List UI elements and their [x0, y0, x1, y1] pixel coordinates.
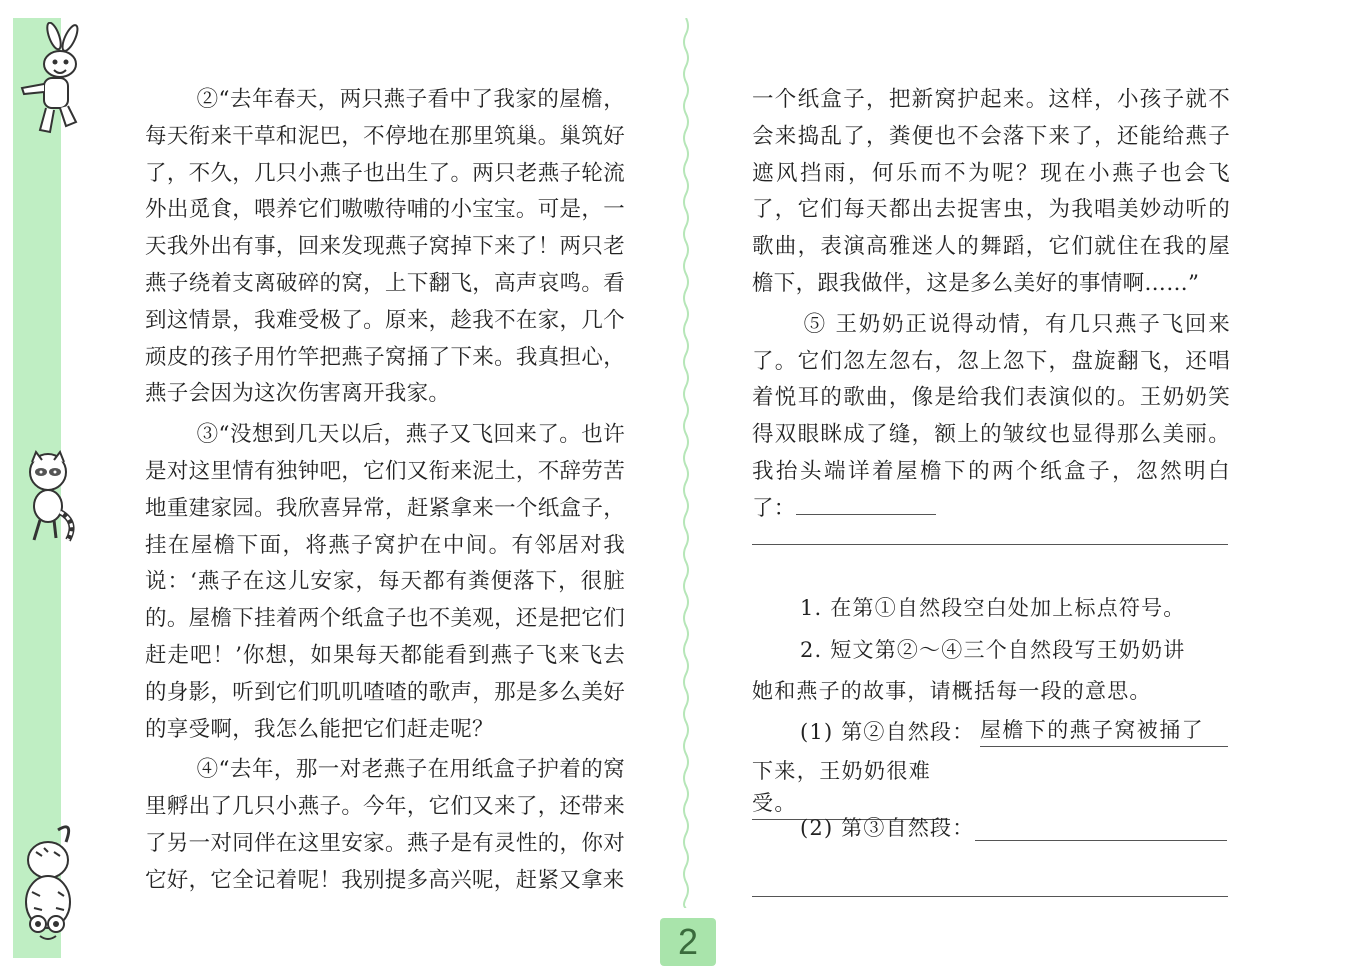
page-divider — [681, 18, 691, 908]
answer-blank-para5[interactable] — [796, 494, 936, 515]
paragraph-5 — [752, 307, 1230, 528]
paragraph-4: ④“去年，那一对老燕子在用纸盒子护着的窝里孵出了几只小燕子。今年，它们又来了，还带来了另一对同伴在这里安家。燕子是有灵性的，你对它好，它全记着呢！我别提多高兴呢，赶紧又拿来 — [145, 757, 625, 893]
sub-question-2-label: (2) 第③自然段： — [800, 816, 975, 840]
sub-question-1-answer-line1: 屋檐下的燕子窝被捅了 — [980, 714, 1228, 747]
sub-question-1-answer-line2: 下来，王奶奶很难受。 — [752, 755, 950, 820]
question-2-line1: 2. 短文第②～④三个自然段写王奶奶讲 — [800, 638, 1186, 662]
right-column — [752, 82, 1230, 528]
left-column — [145, 82, 625, 900]
answer-line-sub2-a[interactable] — [975, 840, 1227, 841]
sub-question-1-label: (1) 第②自然段： — [800, 720, 975, 744]
tiger-icon — [14, 820, 82, 952]
answer-line-sub2-b[interactable] — [752, 896, 1228, 897]
rabbit-icon — [14, 22, 84, 138]
paragraph-3: ③“没想到几天以后，燕子又飞回来了。也许是对这里情有独钟吧，它们又衔来泥土，不辞劳苦地重建家园。我欣喜异常，赶紧拿来一个纸盒子，挂在屋檐下面，将燕子窝护在中间。有邻居对我说：‘燕子在这儿安家，每天都有粪便落下，很脏的。屋檐下挂着两个纸盒子也不美观，还是把它们赶走吧！’你想，如果每天都能看到燕子飞来飞去的身影，听到它们叽叽喳喳的歌声，那是多么美好的享受啊，我怎么能把它们赶走呢？ — [145, 422, 625, 742]
answer-line-para5[interactable] — [752, 544, 1228, 545]
question-1: 1. 在第①自然段空白处加上标点符号。 — [800, 596, 1186, 620]
question-2-line2: 她和燕子的故事，请概括每一段的意思。 — [752, 679, 1152, 703]
paragraph-2: ②“去年春天，两只燕子看中了我家的屋檐，每天衔来干草和泥巴，不停地在那里筑巢。巢筑好了，不久，几只小燕子也出生了。两只老燕子轮流外出觅食，喂养它们嗷嗷待哺的小宝宝。可是，一天我外出有事，回来发现燕子窝掉下来了！两只老燕子绕着支离破碎的窝，上下翻飞，高声哀鸣。看到这情景，我难受极了。原来，趁我不在家，几个顽皮的孩子用竹竿把燕子窝捅了下来。我真担心，燕子会因为这次伤害离开我家。 — [145, 87, 625, 407]
raccoon-icon — [16, 448, 80, 548]
page-number-box — [660, 918, 716, 966]
page-number: 2 — [677, 921, 699, 962]
paragraph-5-text: ⑤ 王奶奶正说得动情，有几只燕子飞回来了。它们忽左忽右，忽上忽下，盘旋翻飞，还唱着悦耳的歌曲，像是给我们表演似的。王奶奶笑得双眼眯成了缝，额上的皱纹也显得那么美丽。我抬头端详着屋檐下的两个纸盒子，忽然明白了： — [752, 311, 1230, 521]
paragraph-4-continued: 一个纸盒子，把新窝护起来。这样，小孩子就不会来捣乱了，粪便也不会落下来了，还能给燕子遮风挡雨，何乐而不为呢？现在小燕子也会飞了，它们每天都出去捉害虫，为我唱美妙动听的歌曲，表演高雅迷人的舞蹈，它们就住在我的屋檐下，跟我做伴，这是多么美好的事情啊……” — [752, 87, 1230, 296]
